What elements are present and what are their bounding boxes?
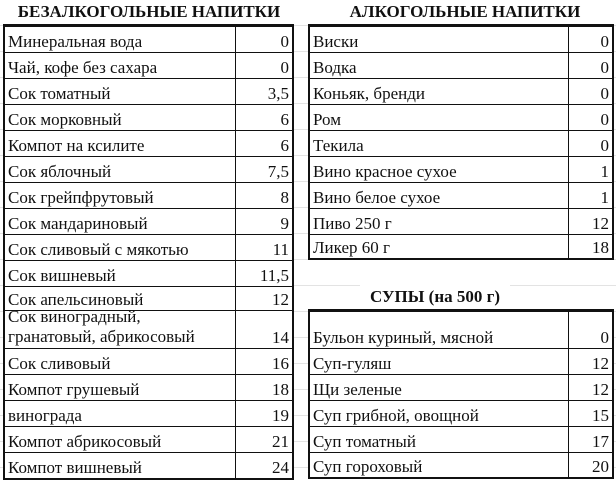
item-name: Компот абрикосовый [8,432,162,451]
item-value: 15 [592,406,609,425]
item-value: 19 [272,406,289,425]
item-name: Пиво 250 г [313,214,392,233]
item-name: Щи зеленые [313,380,402,399]
item-name: Компот вишневый [8,458,142,477]
item-value: 0 [600,32,609,51]
item-name: Сок мандариновый [8,214,148,233]
item-value: 0 [280,32,289,51]
item-value: 0 [600,58,609,77]
table-row [5,452,292,478]
item-value: 17 [592,432,609,451]
item-name: Водка [313,58,357,77]
table-row [310,311,612,348]
table-row [310,130,612,156]
alcoholic-table [308,24,614,260]
item-name: Вино белое сухое [313,188,441,207]
item-name: Ром [313,110,341,129]
item-value: 6 [280,136,289,155]
alcoholic-title: АЛКОГОЛЬНЫЕ НАПИТКИ [330,0,600,24]
table-row [310,208,612,234]
item-value: 18 [592,238,609,257]
item-name: Сок грейпфрутовый [8,188,154,207]
item-value: 6 [280,110,289,129]
item-value: 0 [600,136,609,155]
table-row [5,130,292,156]
table-row [5,52,292,78]
item-name: Чай, кофе без сахара [8,58,158,77]
item-name: Компот на ксилите [8,136,145,155]
item-name: Сок томатный [8,84,111,103]
soups-table [308,309,614,479]
item-name: Суп-гуляш [313,354,392,373]
item-name: Сок сливовый [8,354,111,373]
item-value: 7,5 [267,162,289,181]
item-value: 21 [272,432,289,451]
table-row [5,348,292,374]
item-name: Компот грушевый [8,380,140,399]
table-row [5,78,292,104]
item-value: 1 [600,188,609,207]
item-name: Минеральная вода [8,32,143,51]
table-row [5,156,292,182]
item-name: Виски [313,32,359,51]
table-row [310,182,612,208]
item-name: Вино красное сухое [313,162,457,181]
table-row [5,208,292,234]
table-row [5,104,292,130]
item-value: 20 [592,457,609,476]
item-value: 11,5 [259,266,289,285]
item-value: 24 [272,458,289,477]
table-row [310,426,612,452]
table-row [310,156,612,182]
item-name: Ликер 60 г [313,238,390,257]
item-value: 0 [280,58,289,77]
non-alcoholic-title: БЕЗАЛКОГОЛЬНЫЕ НАПИТКИ [4,0,294,24]
item-value: 3,5 [267,84,289,103]
item-value: 16 [272,354,289,373]
table-row [310,374,612,400]
item-value: 1 [600,162,609,181]
table-row [5,400,292,426]
item-value: 18 [272,380,289,399]
item-name: Сок апельсиновый [8,290,144,309]
item-name: Коньяк, бренди [313,84,425,103]
table-row [310,400,612,426]
table-row [310,234,612,258]
table-row [310,348,612,374]
table-row [5,374,292,400]
table-row [5,307,292,348]
table-row [310,52,612,78]
item-value: 14 [272,328,289,347]
item-value: 12 [592,354,609,373]
item-value: 12 [592,380,609,399]
item-name: Сок сливовый с мякотью [8,240,189,259]
item-value: 8 [280,188,289,207]
table-row [5,260,292,286]
item-value: 11 [272,240,289,259]
item-value: 12 [272,290,289,309]
table-row [310,78,612,104]
soups-title: СУПЫ (на 500 г) [360,285,510,309]
table-row [5,182,292,208]
item-value: 0 [600,84,609,103]
item-name: Сок виноградный, гранатовый, абрикосовый [8,307,195,346]
non-alcoholic-table [3,24,294,480]
item-name: Суп грибной, овощной [313,406,479,425]
table-row [310,26,612,52]
table-row [5,426,292,452]
item-value: 0 [600,110,609,129]
item-value: 12 [592,214,609,233]
item-value: 0 [600,328,609,347]
table-row [5,234,292,260]
table-row [310,104,612,130]
item-name: Суп гороховый [313,457,423,476]
table-row [5,26,292,52]
item-value: 9 [280,214,289,233]
item-name: Сок вишневый [8,266,116,285]
item-name: Сок яблочный [8,162,112,181]
table-row [310,452,612,477]
item-name: Суп томатный [313,432,416,451]
item-name: Текила [313,136,364,155]
item-name: Бульон куриный, мясной [313,328,494,347]
item-name: Сок морковный [8,110,122,129]
item-name: винограда [8,406,82,425]
